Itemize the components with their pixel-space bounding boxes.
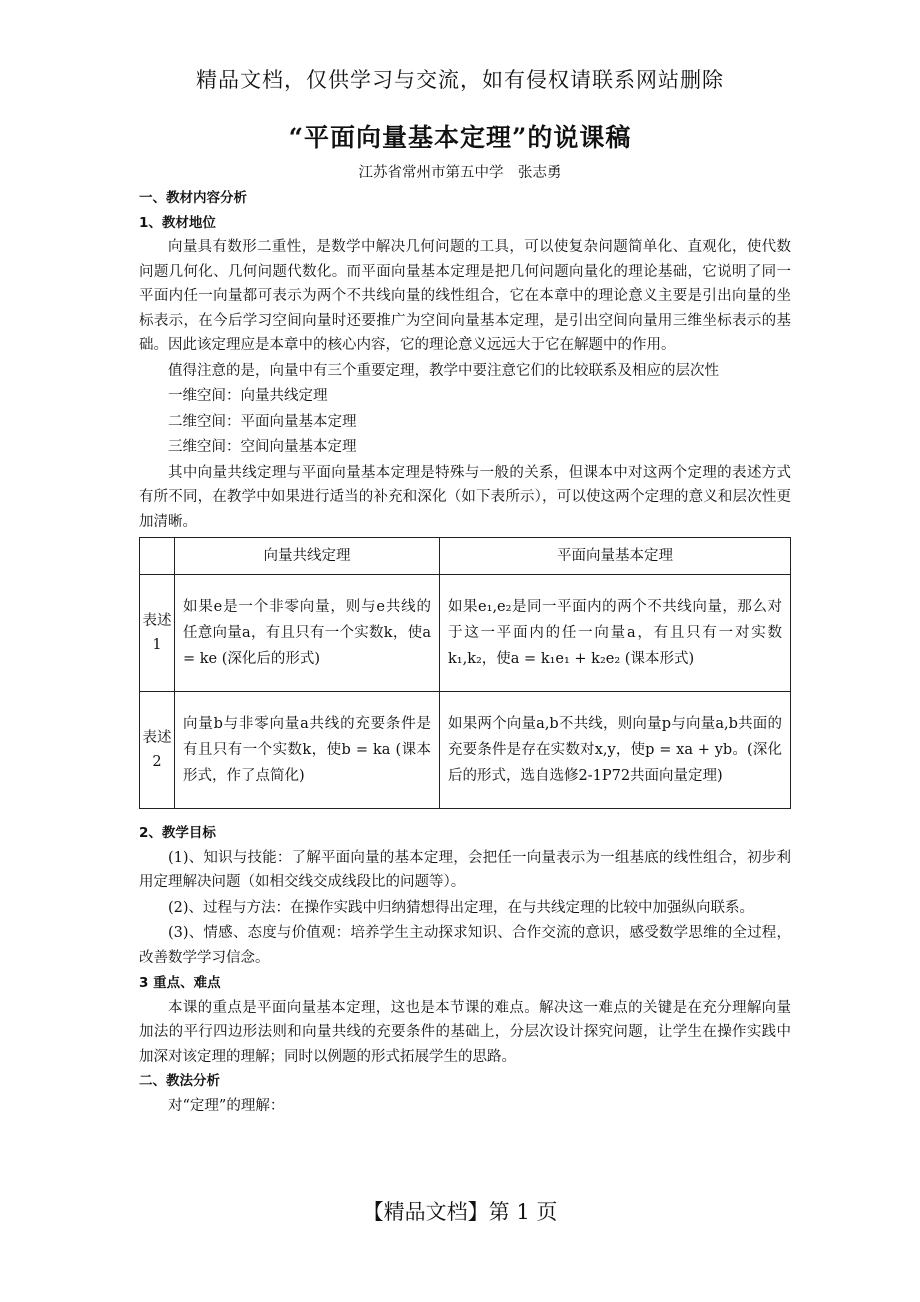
- header-banner: 精品文档，仅供学习与交流，如有侵权请联系网站删除: [196, 68, 724, 92]
- table-column-header: 向量共线定理: [175, 538, 440, 575]
- author-line: 江苏省常州市第五中学 张志勇: [358, 165, 562, 181]
- comparison-table: [139, 537, 791, 809]
- page-footer: 【精品文档】第 1 页: [362, 1200, 558, 1224]
- table-row: [140, 692, 791, 809]
- paragraph: 向量具有数形二重性，是数学中解决几何问题的工具，可以使复杂问题简单化、直观化，使代数问题几何化、几何问题代数化。而平面向量基本定理是把几何问题向量化的理论基础，它说明了同一平面内任一向量都可表示为两个不共线向量的线性组合，它在本章中的理论意义主要是引出向量的坐标表示，在今后学习空间向量时还要推广为空间向量基本定理，是引出空间向量用三维坐标表示的基础。因此该定理应是本章中的核心内容，它的理论意义远远大于它在解题中的作用。: [139, 239, 791, 353]
- paragraph: (2)、过程与方法：在操作实践中归纳猜想得出定理，在与共线定理的比较中加强纵向联系。: [168, 899, 755, 916]
- paragraph: 对“定理”的理解：: [168, 1097, 285, 1114]
- table-row: [140, 575, 791, 692]
- table-cell: 如果两个向量a,b不共线，则向量p与向量a,b共面的充要条件是存在实数对x,y，使p = xa + yb。(深化后的形式，选自选修2-1P72共面向量定理): [440, 692, 791, 809]
- table-cell: 如果e是一个非零向量，则与e共线的任意向量a，有且只有一个实数k，使a = ke (深化后的形式): [175, 575, 440, 692]
- table-cell: 如果e₁,e₂是同一平面内的两个不共线向量，那么对于这一平面内的任一向量a，有且只有一对实数k₁,k₂，使a = k₁e₁ + k₂e₂ (课本形式): [440, 575, 791, 692]
- table-row-label: 表述2: [140, 692, 175, 809]
- paragraph: 值得注意的是，向量中有三个重要定理，教学中要注意它们的比较联系及相应的层次性: [168, 362, 719, 379]
- paragraph: 其中向量共线定理与平面向量基本定理是特殊与一般的关系，但课本中对这两个定理的表述方式有所不同，在教学中如果进行适当的补充和深化（如下表所示），可以使这两个定理的意义和层次性更加清晰。: [139, 464, 791, 530]
- table-cell: 向量b与非零向量a共线的充要条件是有且只有一个实数k，使b = ka (课本形式，作了点简化): [175, 692, 440, 809]
- paragraph: 本课的重点是平面向量基本定理，这也是本节课的难点。解决这一难点的关键是在充分理解向量加法的平行四边形法则和向量共线的充要条件的基础上，分层次设计探究问题，让学生在操作实践中加深对该定理的理解；同时以例题的形式拓展学生的思路。: [139, 999, 791, 1065]
- section-heading: 一、教材内容分析: [139, 190, 247, 206]
- table-header-row: [140, 538, 791, 575]
- paragraph: (1)、知识与技能：了解平面向量的基本定理，会把任一向量表示为一组基底的线性组合，初步利用定理解决问题（如相交线交成线段比的问题等）。: [139, 849, 791, 890]
- table-row-label: 表述1: [140, 575, 175, 692]
- list-item: 三维空间：空间向量基本定理: [168, 439, 357, 455]
- document-body: [139, 186, 791, 1118]
- subsection-heading: 2、教学目标: [139, 825, 216, 841]
- table-column-header: 平面向量基本定理: [440, 538, 791, 575]
- document-title: “平面向量基本定理”的说课稿: [288, 123, 632, 152]
- subsection-heading: 1、教材地位: [139, 214, 216, 231]
- list-item: 一维空间：向量共线定理: [168, 388, 328, 404]
- table-corner-cell: [140, 538, 175, 575]
- paragraph: (3)、情感、态度与价值观：培养学生主动探求知识、合作交流的意识，感受数学思维的全过程，改善数学学习信念。: [139, 925, 791, 966]
- list-item: 二维空间：平面向量基本定理: [168, 413, 357, 430]
- section-heading: 二、教法分析: [139, 1073, 220, 1089]
- subsection-heading: 3 重点、难点: [139, 975, 221, 991]
